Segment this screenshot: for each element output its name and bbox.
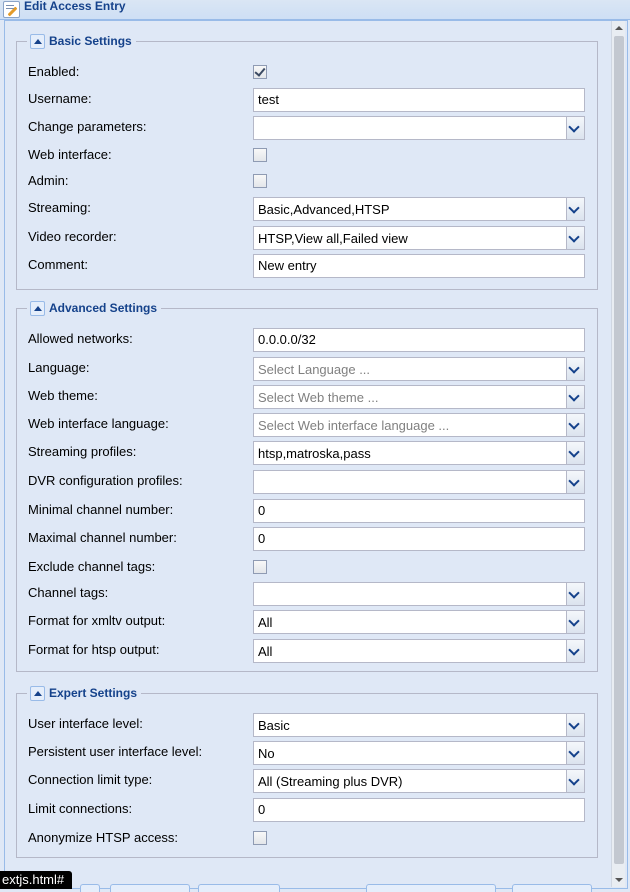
advanced-settings-title: Advanced Settings bbox=[49, 301, 158, 315]
web-interface-language-placeholder: Select Web interface language ... bbox=[258, 418, 450, 433]
chevron-down-icon[interactable] bbox=[566, 714, 584, 736]
enabled-label: Enabled: bbox=[28, 64, 80, 79]
min-channel-input[interactable]: 0 bbox=[253, 499, 585, 523]
streaming-value: Basic,Advanced,HTSP bbox=[258, 202, 390, 217]
scroll-down-arrow-icon[interactable] bbox=[612, 873, 626, 887]
video-recorder-value: HTSP,View all,Failed view bbox=[258, 231, 408, 246]
persistent-ui-level-value: No bbox=[258, 746, 275, 761]
language-label: Language: bbox=[28, 360, 90, 375]
streaming-row bbox=[28, 197, 588, 221]
chevron-down-icon[interactable] bbox=[566, 386, 584, 408]
web-interface-language-label: Web interface language: bbox=[28, 416, 169, 431]
comment-row bbox=[28, 254, 588, 278]
footer-button-3[interactable] bbox=[198, 884, 280, 892]
web-interface-language-combo[interactable] bbox=[253, 413, 585, 437]
footer-button-1[interactable] bbox=[80, 884, 100, 892]
chevron-down-icon[interactable] bbox=[566, 117, 584, 139]
chevron-down-icon[interactable] bbox=[566, 198, 584, 220]
expert-settings-legend bbox=[27, 685, 141, 701]
ui-level-combo[interactable] bbox=[253, 713, 585, 737]
chevron-down-icon[interactable] bbox=[566, 358, 584, 380]
edit-icon bbox=[3, 1, 20, 18]
web-interface-checkbox[interactable] bbox=[253, 148, 267, 162]
language-combo[interactable] bbox=[253, 357, 585, 381]
change-parameters-row bbox=[28, 116, 588, 140]
xmltv-format-combo[interactable] bbox=[253, 610, 585, 634]
footer-button-4[interactable] bbox=[366, 884, 496, 892]
comment-input[interactable]: New entry bbox=[253, 254, 585, 278]
footer-button-5[interactable] bbox=[512, 884, 592, 892]
username-label: Username: bbox=[28, 91, 92, 106]
min-channel-label: Minimal channel number: bbox=[28, 502, 174, 517]
video-recorder-combo[interactable] bbox=[253, 226, 585, 250]
collapse-basic-button[interactable] bbox=[30, 34, 45, 49]
connection-limit-type-combo[interactable] bbox=[253, 769, 585, 793]
dvr-profiles-combo[interactable] bbox=[253, 470, 585, 494]
connection-limit-type-label: Connection limit type: bbox=[28, 772, 153, 787]
admin-label: Admin: bbox=[28, 173, 69, 188]
allowed-networks-input[interactable]: 0.0.0.0/32 bbox=[253, 328, 585, 352]
exclude-tags-label: Exclude channel tags: bbox=[28, 559, 156, 574]
xmltv-format-label: Format for xmltv output: bbox=[28, 613, 166, 628]
streaming-profiles-value: htsp,matroska,pass bbox=[258, 446, 371, 461]
web-theme-combo[interactable] bbox=[253, 385, 585, 409]
web-interface-label: Web interface: bbox=[28, 147, 112, 162]
basic-settings-title: Basic Settings bbox=[49, 34, 132, 48]
change-parameters-combo[interactable] bbox=[253, 116, 585, 140]
exclude-tags-row bbox=[28, 556, 588, 580]
collapse-advanced-button[interactable] bbox=[30, 301, 45, 316]
xmltv-format-row bbox=[28, 610, 588, 634]
admin-row bbox=[28, 170, 588, 194]
min-channel-row bbox=[28, 499, 588, 523]
video-recorder-row bbox=[28, 226, 588, 250]
anonymize-htsp-label: Anonymize HTSP access: bbox=[28, 830, 179, 845]
max-channel-input[interactable]: 0 bbox=[253, 527, 585, 551]
web-theme-placeholder: Select Web theme ... bbox=[258, 390, 379, 405]
streaming-combo[interactable] bbox=[253, 197, 585, 221]
username-input[interactable]: test bbox=[253, 88, 585, 112]
max-channel-row bbox=[28, 527, 588, 551]
expert-settings-title: Expert Settings bbox=[49, 686, 138, 700]
chevron-down-icon[interactable] bbox=[566, 770, 584, 792]
htsp-format-value: All bbox=[258, 644, 273, 659]
language-row bbox=[28, 357, 588, 381]
connection-limit-type-value: All (Streaming plus DVR) bbox=[258, 774, 403, 789]
streaming-profiles-row bbox=[28, 441, 588, 465]
exclude-tags-checkbox[interactable] bbox=[253, 560, 267, 574]
comment-label: Comment: bbox=[28, 257, 88, 272]
ui-level-value: Basic bbox=[258, 718, 290, 733]
streaming-label: Streaming: bbox=[28, 200, 91, 215]
ui-level-label: User interface level: bbox=[28, 716, 143, 731]
window-title: Edit Access Entry bbox=[24, 0, 126, 13]
footer-button-2[interactable] bbox=[110, 884, 190, 892]
scroll-up-arrow-icon[interactable] bbox=[612, 21, 626, 35]
anonymize-htsp-row bbox=[28, 827, 588, 851]
enabled-row bbox=[28, 61, 588, 85]
limit-connections-label: Limit connections: bbox=[28, 801, 133, 816]
chevron-down-icon[interactable] bbox=[566, 583, 584, 605]
xmltv-format-value: All bbox=[258, 615, 273, 630]
web-theme-label: Web theme: bbox=[28, 388, 98, 403]
ui-level-row bbox=[28, 713, 588, 737]
htsp-format-row bbox=[28, 639, 588, 663]
dvr-profiles-row bbox=[28, 470, 588, 494]
window-titlebar[interactable] bbox=[0, 0, 630, 20]
connection-limit-type-row bbox=[28, 769, 588, 793]
chevron-down-icon[interactable] bbox=[566, 640, 584, 662]
streaming-profiles-combo[interactable] bbox=[253, 441, 585, 465]
persistent-ui-level-row bbox=[28, 741, 588, 765]
vertical-scrollbar[interactable] bbox=[611, 21, 625, 887]
chevron-down-icon[interactable] bbox=[566, 414, 584, 436]
anonymize-htsp-checkbox[interactable] bbox=[253, 831, 267, 845]
web-theme-row bbox=[28, 385, 588, 409]
max-channel-label: Maximal channel number: bbox=[28, 530, 177, 545]
allowed-networks-label: Allowed networks: bbox=[28, 331, 133, 346]
chevron-down-icon[interactable] bbox=[566, 442, 584, 464]
chevron-down-icon[interactable] bbox=[566, 227, 584, 249]
htsp-format-combo[interactable] bbox=[253, 639, 585, 663]
advanced-settings-legend bbox=[27, 300, 161, 316]
channel-tags-combo[interactable] bbox=[253, 582, 585, 606]
limit-connections-input[interactable]: 0 bbox=[253, 798, 585, 822]
status-url-tooltip: extjs.html# bbox=[0, 871, 72, 889]
chevron-down-icon[interactable] bbox=[566, 742, 584, 764]
basic-settings-legend bbox=[27, 33, 136, 49]
collapse-expert-button[interactable] bbox=[30, 686, 45, 701]
dvr-profiles-label: DVR configuration profiles: bbox=[28, 473, 183, 488]
chevron-down-icon[interactable] bbox=[566, 471, 584, 493]
chevron-down-icon[interactable] bbox=[566, 611, 584, 633]
channel-tags-row bbox=[28, 582, 588, 606]
admin-checkbox[interactable] bbox=[253, 174, 267, 188]
web-interface-row bbox=[28, 144, 588, 168]
streaming-profiles-label: Streaming profiles: bbox=[28, 444, 137, 459]
video-recorder-label: Video recorder: bbox=[28, 229, 117, 244]
web-interface-language-row bbox=[28, 413, 588, 437]
allowed-networks-row bbox=[28, 328, 588, 352]
limit-connections-row bbox=[28, 798, 588, 822]
htsp-format-label: Format for htsp output: bbox=[28, 642, 160, 657]
persistent-ui-level-label: Persistent user interface level: bbox=[28, 744, 203, 759]
username-row bbox=[28, 88, 588, 112]
change-parameters-label: Change parameters: bbox=[28, 119, 147, 134]
enabled-checkbox[interactable] bbox=[253, 65, 267, 79]
persistent-ui-level-combo[interactable] bbox=[253, 741, 585, 765]
channel-tags-label: Channel tags: bbox=[28, 585, 109, 600]
scrollbar-thumb[interactable] bbox=[614, 36, 624, 864]
language-placeholder: Select Language ... bbox=[258, 362, 371, 377]
